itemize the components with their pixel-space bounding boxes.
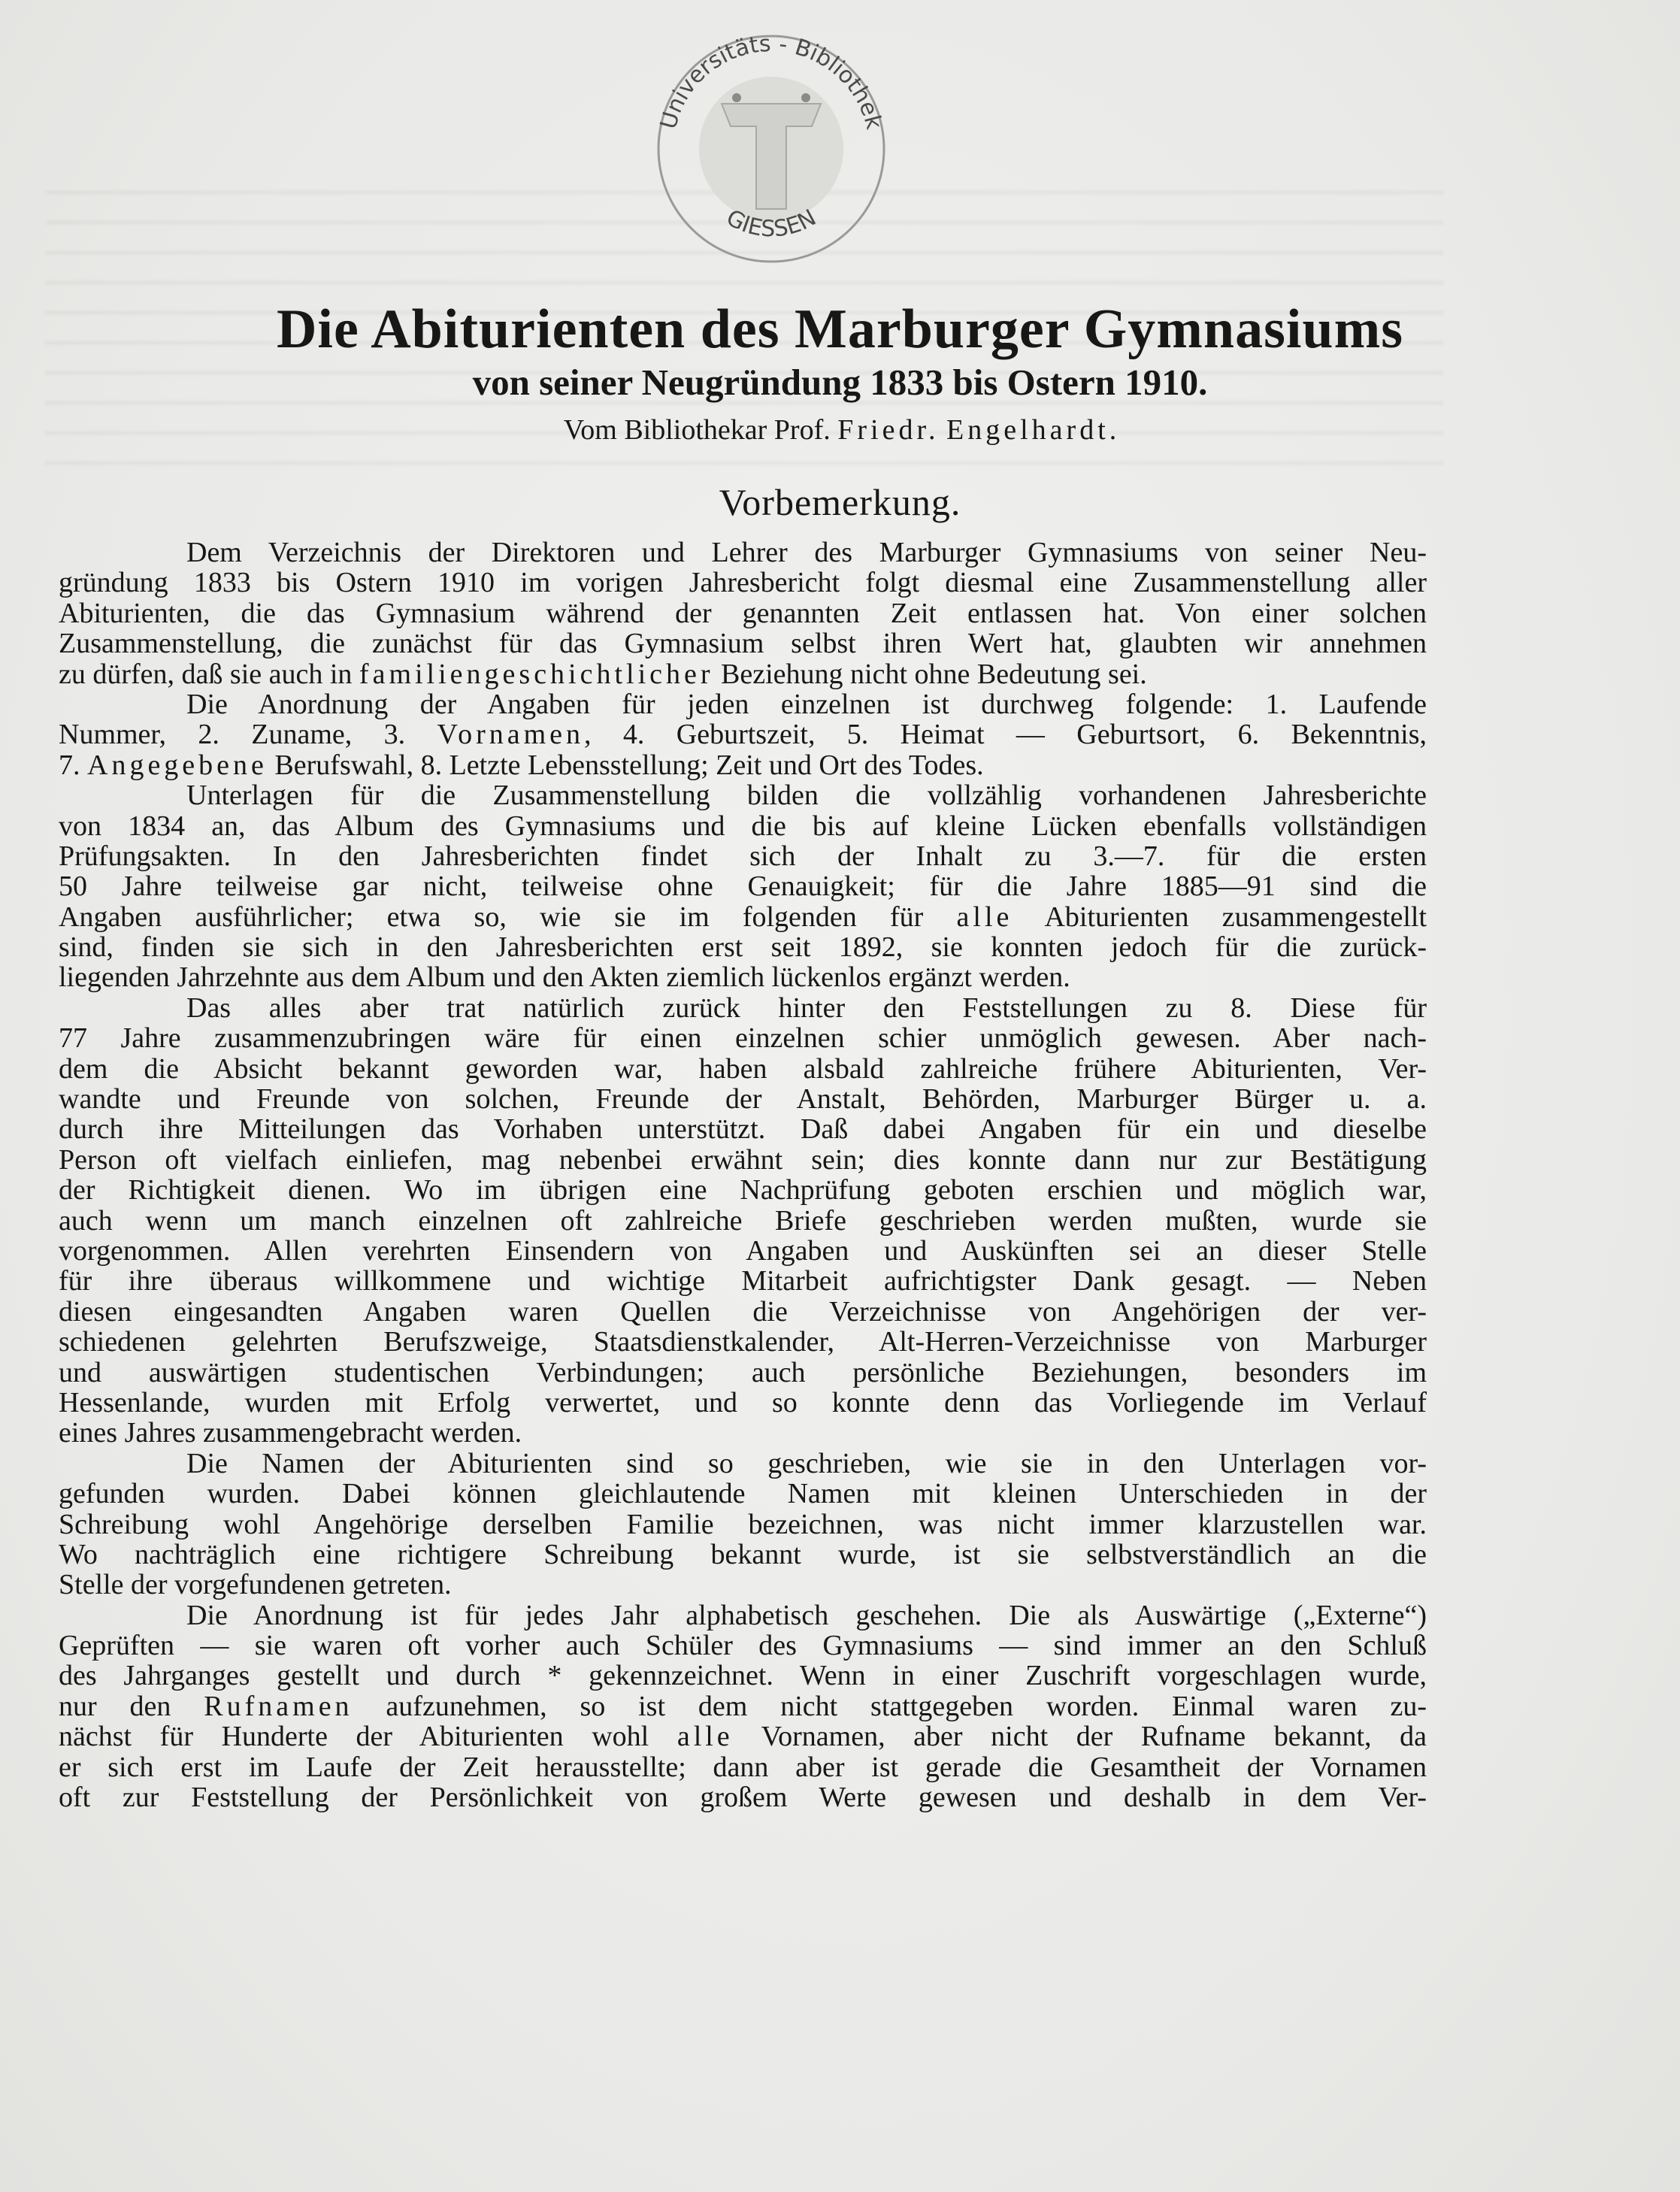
byline-suffix: . (1109, 414, 1117, 446)
text-line: oft zur Feststellung der Persönlichkeit von großem Werte gewesen und deshalb in dem Ver- (59, 1782, 1427, 1814)
text-line: Angaben ausführlicher; etwa so, wie sie im folgenden für alle Abiturienten zusammengestellt (59, 901, 1427, 933)
text-line: nächst für Hunderte der Abiturienten wohl alle Vornamen, aber nicht der Rufname bekannt, da (59, 1721, 1427, 1753)
text-line: sind, finden sie sich in den Jahresberichten erst seit 1892, sie konnten jedoch für die zurück- (59, 931, 1427, 964)
text-line: zu dürfen, daß sie auch in familiengeschichtlicher Beziehung nicht ohne Bedeutung sei. (59, 658, 1147, 690)
text-line: Hessenlande, wurden mit Erfolg verwertet, und so konnte denn das Vorliegende im Verlauf (59, 1386, 1427, 1418)
text-line: der Richtigkeit dienen. Wo im übrigen eine Nachprüfung geboten erschien und möglich war, (59, 1174, 1427, 1207)
author-first-name: Friedr. (837, 414, 940, 446)
text-line: nur den Rufnamen aufzunehmen, so ist dem nicht stattgegeben worden. Einmal waren zu- (59, 1690, 1427, 1722)
text-line: Die Anordnung ist für jedes Jahr alphabetisch geschehen. Die als Auswärtige („Externe“) (186, 1599, 1427, 1631)
text-line: Die Namen der Abiturienten sind so geschrieben, wie sie in den Unterlagen vor- (186, 1447, 1427, 1479)
text-line: liegenden Jahrzehnte aus dem Album und den Akten ziemlich lückenlos ergänzt werden. (59, 961, 1070, 994)
text-line: für ihre überaus willkommene und wichtige Mitarbeit aufrichtigster Dank gesagt. — Neben (59, 1265, 1427, 1297)
text-line: er sich erst im Laufe der Zeit herausstellte; dann aber ist gerade die Gesamtheit der Vornamen (59, 1751, 1427, 1783)
text-line: gefunden wurden. Dabei können gleichlautende Namen mit kleinen Unterschieden in der (59, 1478, 1427, 1510)
byline (0, 410, 1680, 450)
spaced-emphasis: alle (677, 1721, 734, 1753)
text-line: von 1834 an, das Album des Gymnasiums und die bis auf kleine Lücken ebenfalls vollständigen (59, 810, 1427, 842)
text-line: gründung 1833 bis Ostern 1910 im vorigen Jahresbericht folgt diesmal eine Zusammenstellung aller (59, 567, 1427, 599)
text-line: und auswärtigen studentischen Verbindungen; auch persönliche Beziehungen, besonders im (59, 1356, 1427, 1388)
text-line: Geprüften — sie waren oft vorher auch Schüler des Gymnasiums — sind immer an den Schluß (59, 1630, 1427, 1662)
text-line: Person oft vielfach einliefen, mag nebenbei erwähnt sein; dies konnte dann nur zur Bestätigung (59, 1143, 1427, 1176)
text-line: Schreibung wohl Angehörige derselben Familie bezeichnen, was nicht immer klarzustellen war. (59, 1508, 1427, 1540)
text-line: vorgenommen. Allen verehrten Einsendern von Angaben und Auskünften sei an dieser Stelle (59, 1234, 1427, 1267)
author-last-name: Engelhardt (946, 414, 1109, 446)
text-line: dem die Absicht bekannt geworden war, haben alsbald zahlreiche frühere Abiturienten, Ver- (59, 1052, 1427, 1085)
text-line: 7. Angegebene Berufswahl, 8. Letzte Lebensstellung; Zeit und Ort des Todes. (59, 749, 984, 781)
spaced-emphasis: Rufnamen (204, 1690, 353, 1722)
library-stamp-icon (631, 21, 911, 273)
article-subtitle: von seiner Neugründung 1833 bis Ostern 1910. (472, 362, 1208, 403)
text-line: Zusammenstellung, die zunächst für das Gymnasium selbst ihren Wert hat, glaubten wir annehmen (59, 628, 1427, 660)
stamp-text-bottom: GIESSEN (722, 204, 821, 243)
article-title: Die Abiturienten des Marburger Gymnasiums (276, 298, 1404, 360)
text-line: Die Anordnung der Angaben für jeden einzelnen ist durchweg folgende: 1. Laufende (186, 688, 1427, 720)
text-line: Nummer, 2. Zuname, 3. Vornamen, 4. Geburtszeit, 5. Heimat — Geburtsort, 6. Bekenntnis, (59, 719, 1427, 751)
byline-prefix: Vom Bibliothekar Prof. (563, 414, 838, 446)
text-line: 77 Jahre zusammenzubringen wäre für einen einzelnen schier unmöglich gewesen. Aber nach- (59, 1022, 1427, 1055)
text-line: durch ihre Mitteilungen das Vorhaben unterstützt. Daß dabei Angaben für ein und dieselbe (59, 1113, 1427, 1146)
text-line: Abiturienten, die das Gymnasium während der genannten Zeit entlassen hat. Von einer solchen (59, 597, 1427, 629)
text-line: Das alles aber trat natürlich zurück hinter den Feststellungen zu 8. Diese für (186, 992, 1427, 1024)
text-line: Wo nachträglich eine richtigere Schreibung bekannt wurde, ist sie selbstverständlich an die (59, 1538, 1427, 1570)
text-line: des Jahrganges gestellt und durch * gekennzeichnet. Wenn in einer Zuschrift vorgeschlagen wurde, (59, 1660, 1427, 1692)
text-line: diesen eingesandten Angaben waren Quellen die Verzeichnisse von Angehörigen der ver- (59, 1295, 1427, 1328)
text-line: wandte und Freunde von solchen, Freunde der Anstalt, Behörden, Marburger Bürger u. a. (59, 1083, 1427, 1116)
text-line: schiedenen gelehrten Berufszweige, Staatsdienstkalender, Alt-Herren-Verzeichnisse von Marburger (59, 1326, 1427, 1358)
body-text (59, 537, 1427, 1812)
text-line: Dem Verzeichnis der Direktoren und Lehrer des Marburger Gymnasiums von seiner Neu- (186, 537, 1427, 568)
spaced-emphasis: Angegebene (87, 749, 268, 781)
spaced-emphasis: familiengeschichtlicher (359, 658, 714, 690)
text-line: Prüfungsakten. In den Jahresberichten findet sich der Inhalt zu 3.—7. für die ersten (59, 840, 1427, 872)
stamp-text-top: Universitäts - Bibliothek (655, 30, 888, 132)
text-line: eines Jahres zusammengebracht werden. (59, 1417, 522, 1449)
text-line: Stelle der vorgefundenen getreten. (59, 1569, 452, 1601)
text-line: 50 Jahre teilweise gar nicht, teilweise ohne Genauigkeit; für die Jahre 1885—91 sind die (59, 870, 1427, 903)
spaced-emphasis: alle (956, 901, 1013, 933)
section-heading: Vorbemerkung. (719, 481, 961, 523)
spaced-emphasis: Vornamen (437, 719, 585, 751)
text-line: auch wenn um manch einzelnen oft zahlreiche Briefe geschrieben werden mußten, wurde sie (59, 1204, 1427, 1237)
text-line: Unterlagen für die Zusammenstellung bilden die vollzählig vorhandenen Jahresberichte (186, 780, 1427, 812)
